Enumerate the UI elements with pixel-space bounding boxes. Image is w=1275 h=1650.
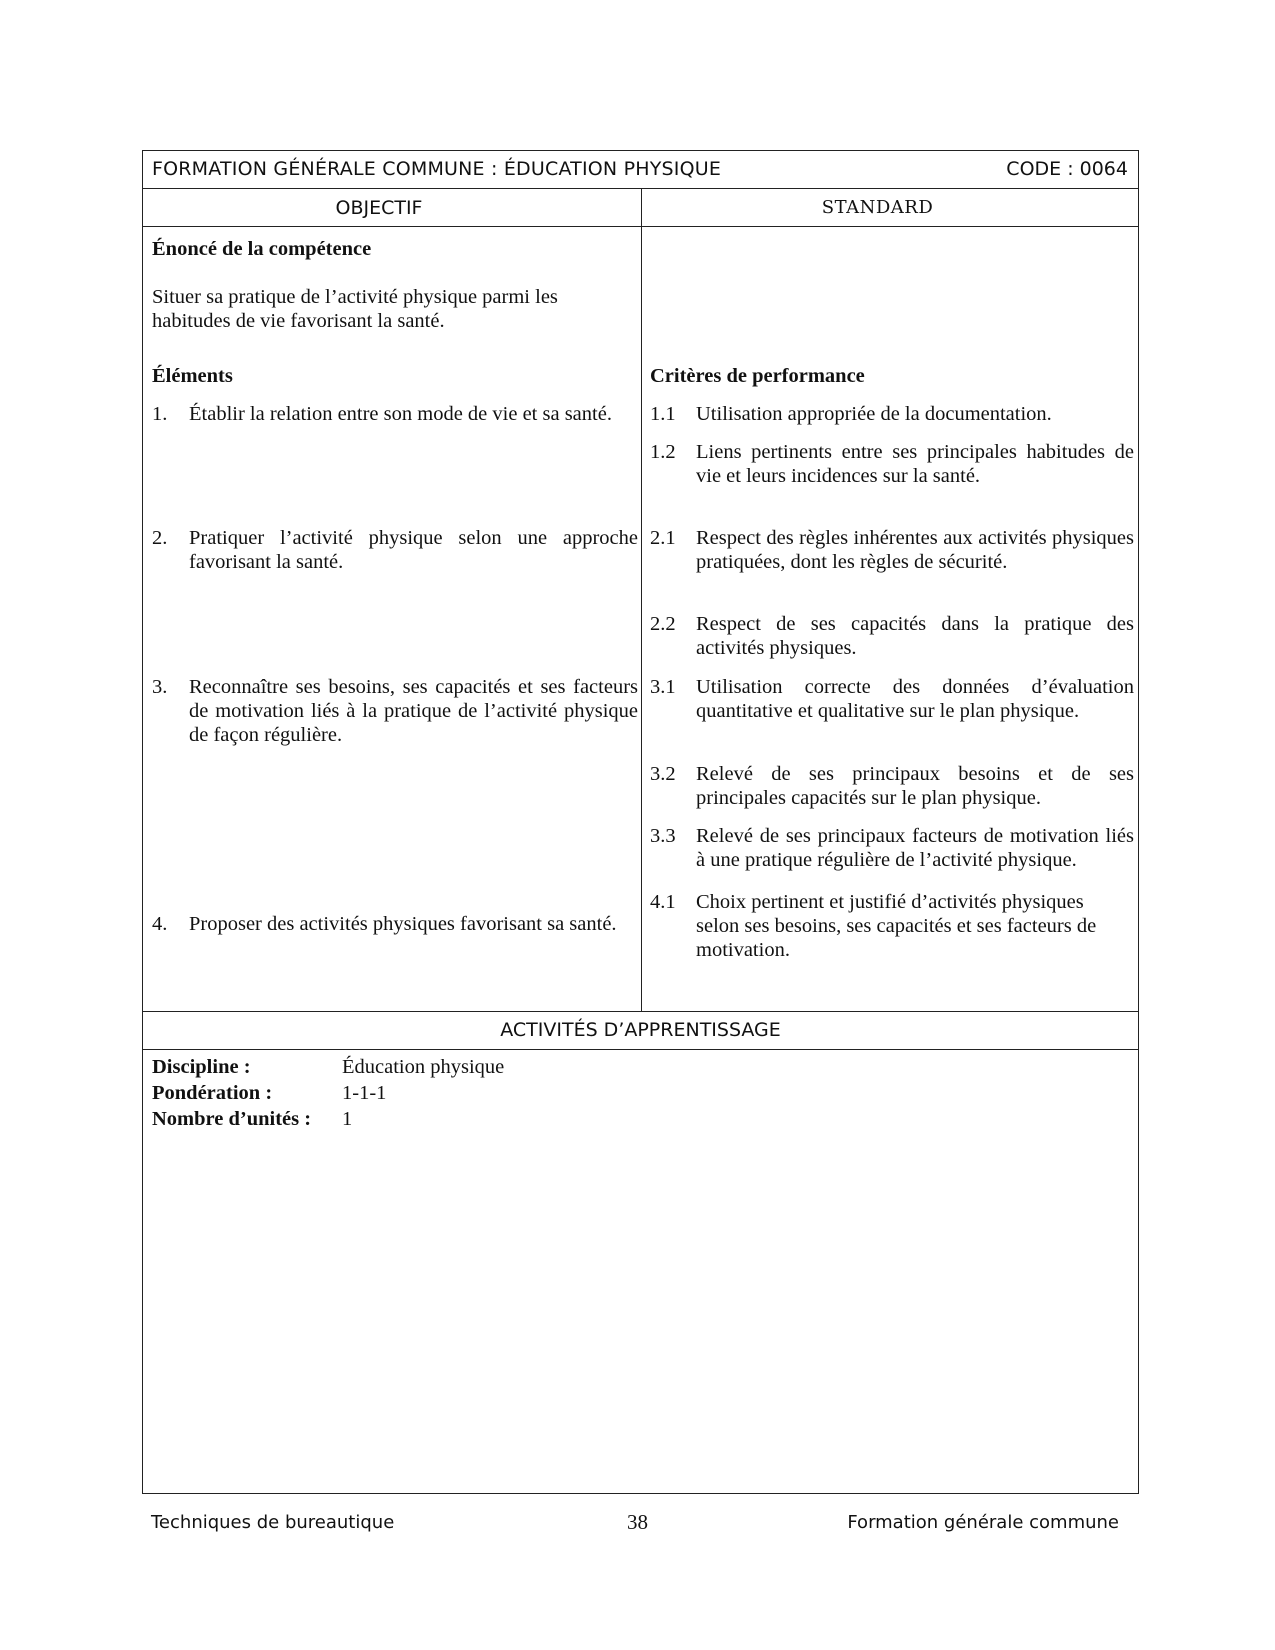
activities-heading: ACTIVITÉS D’APPRENTISSAGE	[500, 1019, 781, 1041]
discipline-value: Éducation physique	[342, 1056, 505, 1078]
criterion-text: Utilisation correcte des données d’évaluation quantitative et qualitative sur le plan physique.	[696, 676, 1134, 722]
criterion-text: Respect de ses capacités dans la pratique des activités physiques.	[696, 613, 1134, 659]
criterion-item	[650, 612, 1134, 660]
criterion-item	[650, 762, 1134, 810]
criterion-item	[650, 402, 1134, 426]
criterion-item	[650, 890, 1134, 962]
element-item	[152, 912, 638, 936]
criterion-text: Choix pertinent et justifié d’activités physiques selon ses besoins, ses capacités et ses facteurs de motivation.	[696, 891, 1097, 961]
competency-table	[142, 150, 1139, 1494]
criterion-number: 3.2	[650, 763, 676, 785]
elements-heading: Éléments	[152, 365, 233, 387]
course-code: CODE : 0064	[1006, 158, 1128, 180]
page-number: 38	[627, 1510, 648, 1534]
criterion-number: 2.2	[650, 613, 676, 635]
criterion-number: 2.1	[650, 527, 676, 549]
column-header-objectif: OBJECTIF	[335, 197, 423, 219]
criteria-heading: Critères de performance	[650, 365, 865, 387]
criterion-number: 4.1	[650, 891, 676, 913]
element-number: 4.	[152, 913, 168, 935]
activities-details	[152, 1055, 504, 1133]
criterion-text: Relevé de ses principaux besoins et de ses principales capacités sur le plan physique.	[696, 763, 1134, 809]
competence-text: Situer sa pratique de l’activité physique parmi les habitudes de vie favorisant la santé.	[152, 286, 558, 332]
criterion-item	[650, 675, 1134, 723]
discipline-row	[152, 1055, 504, 1081]
criterion-number: 1.1	[650, 403, 676, 425]
element-text: Pratiquer l’activité physique selon une approche favorisant la santé.	[189, 527, 638, 573]
element-text: Reconnaître ses besoins, ses capacités et ses facteurs de motivation liés à la pratique de l’activité physique de façon régulière.	[189, 676, 638, 746]
criterion-item	[650, 824, 1134, 872]
footer-right: Formation générale commune	[847, 1512, 1119, 1533]
criterion-text: Liens pertinents entre ses principales habitudes de vie et leurs incidences sur la santé.	[696, 441, 1134, 487]
units-value: 1	[342, 1108, 353, 1130]
ponderation-label: Pondération :	[152, 1082, 273, 1104]
column-divider	[641, 188, 642, 1011]
discipline-label: Discipline :	[152, 1056, 251, 1078]
element-text: Proposer des activités physiques favorisant sa santé.	[189, 913, 617, 935]
divider	[143, 1049, 1138, 1050]
element-number: 1.	[152, 403, 168, 425]
competence-heading: Énoncé de la compétence	[152, 238, 372, 260]
criterion-text: Relevé de ses principaux facteurs de motivation liés à une pratique régulière de l’activité physique.	[696, 825, 1134, 871]
units-row	[152, 1107, 504, 1133]
criterion-number: 1.2	[650, 441, 676, 463]
element-item	[152, 402, 638, 426]
criterion-number: 3.3	[650, 825, 676, 847]
criterion-item	[650, 526, 1134, 574]
element-item	[152, 675, 638, 747]
criterion-item	[650, 440, 1134, 488]
ponderation-value: 1-1-1	[342, 1082, 387, 1104]
units-label: Nombre d’unités :	[152, 1108, 312, 1130]
criterion-text: Utilisation appropriée de la documentation.	[696, 403, 1052, 425]
element-number: 3.	[152, 676, 168, 698]
footer-left: Techniques de bureautique	[151, 1512, 395, 1533]
criterion-number: 3.1	[650, 676, 676, 698]
table-title: FORMATION GÉNÉRALE COMMUNE : ÉDUCATION PHYSIQUE	[152, 158, 722, 180]
element-number: 2.	[152, 527, 168, 549]
criterion-text: Respect des règles inhérentes aux activités physiques pratiquées, dont les règles de sécurité.	[696, 527, 1134, 573]
ponderation-row	[152, 1081, 504, 1107]
element-item	[152, 526, 638, 574]
element-text: Établir la relation entre son mode de vie et sa santé.	[189, 403, 612, 425]
column-header-standard: STANDARD	[821, 197, 934, 218]
